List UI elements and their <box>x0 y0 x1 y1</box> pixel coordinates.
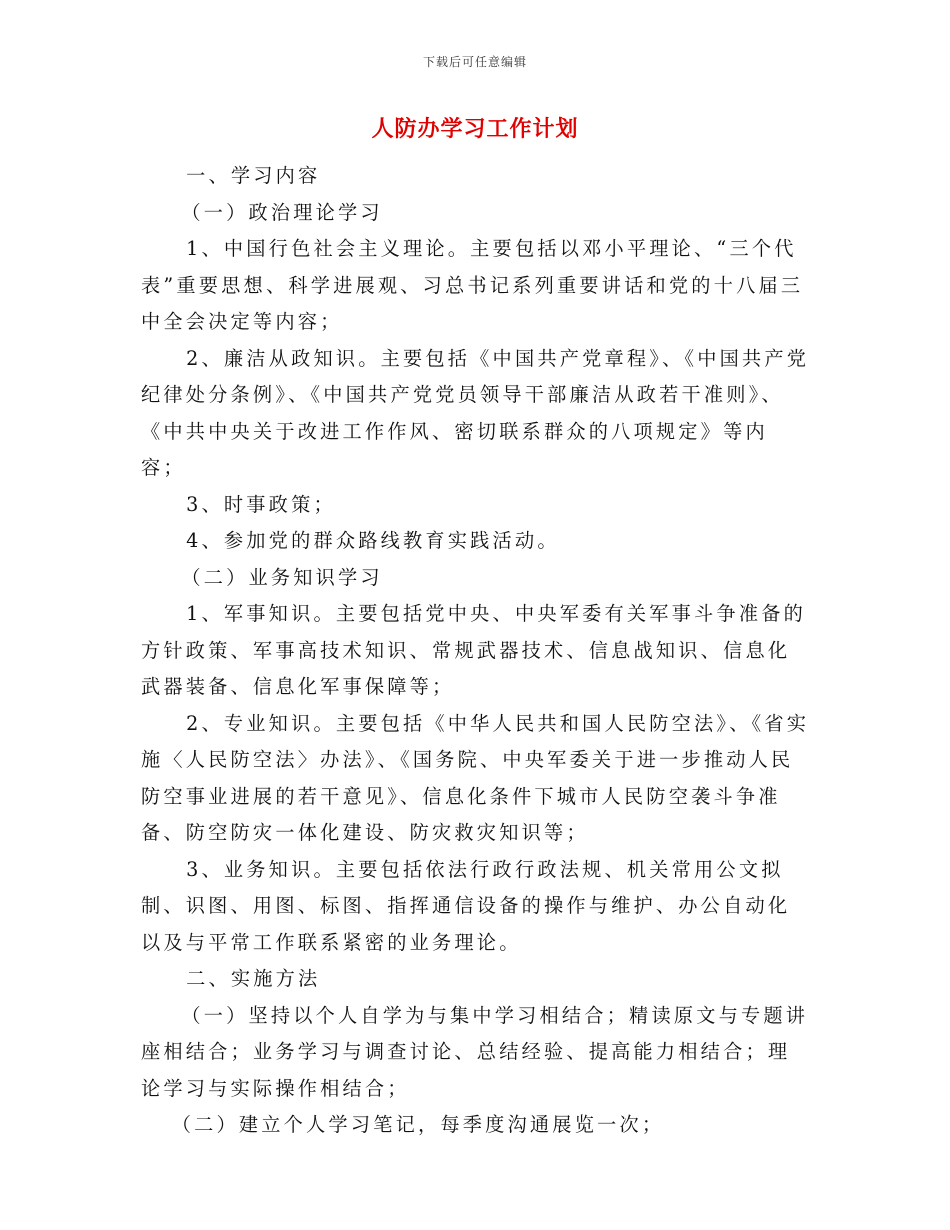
paragraph: 3、时事政策； <box>186 492 336 516</box>
paragraph: 2、专业知识。主要包括《中华人民共和国人民防空法》、《省实施〈人民防空法〉办法》、《国务院、中央军委关于进一步推动人民防空事业进展的若干意见》、信息化条件下城市人民防空袭斗争准备、防空防灾一体化建设、防灾救灾知识等； <box>141 711 810 844</box>
paragraph: （二）建立个人学习笔记，每季度沟通展览一次； <box>171 1113 665 1136</box>
paragraph: 3、业务知识。主要包括依法行政行政法规、机关常用公文拟制、识图、用图、标图、指挥通信设备的操作与维护、办公自动化以及与平常工作联系紧密的业务理论。 <box>141 857 791 954</box>
document-body <box>141 158 811 1144</box>
section-heading: 二、实施方法 <box>186 967 321 990</box>
paragraph: 2、廉洁从政知识。主要包括《中国共产党章程》、《中国共产党纪律处分条例》、《中国共产党党员领导干部廉洁从政若干准则》、《中共中央关于改进工作作风、密切联系群众的八项规定》等内容； <box>141 346 810 479</box>
paragraph: 4、参加党的群众路线教育实践活动。 <box>186 529 560 552</box>
document-title: 人防办学习工作计划 <box>371 116 579 142</box>
subsection-heading: （一）政治理论学习 <box>181 200 383 224</box>
section-heading: 一、学习内容 <box>186 164 321 187</box>
paragraph: 1、中国行色社会主义理论。主要包括以邓小平理论、“三个代表”重要思想、科学进展观、习总书记系列重要讲话和党的十八届三中全会决定等内容； <box>141 237 804 333</box>
paragraph: （一）坚持以个人自学为与集中学习相结合；精读原文与专题讲座相结合；业务学习与调查讨论、总结经验、提高能力相结合；理论学习与实际操作相结合； <box>141 1003 809 1100</box>
header-note: 下载后可任意编辑 <box>422 55 527 69</box>
paragraph: 1、军事知识。主要包括党中央、中央军委有关军事斗争准备的方针政策、军事高技术知识、常规武器技术、信息战知识、信息化武器装备、信息化军事保障等； <box>141 602 806 698</box>
subsection-heading: （二）业务知识学习 <box>181 565 383 589</box>
